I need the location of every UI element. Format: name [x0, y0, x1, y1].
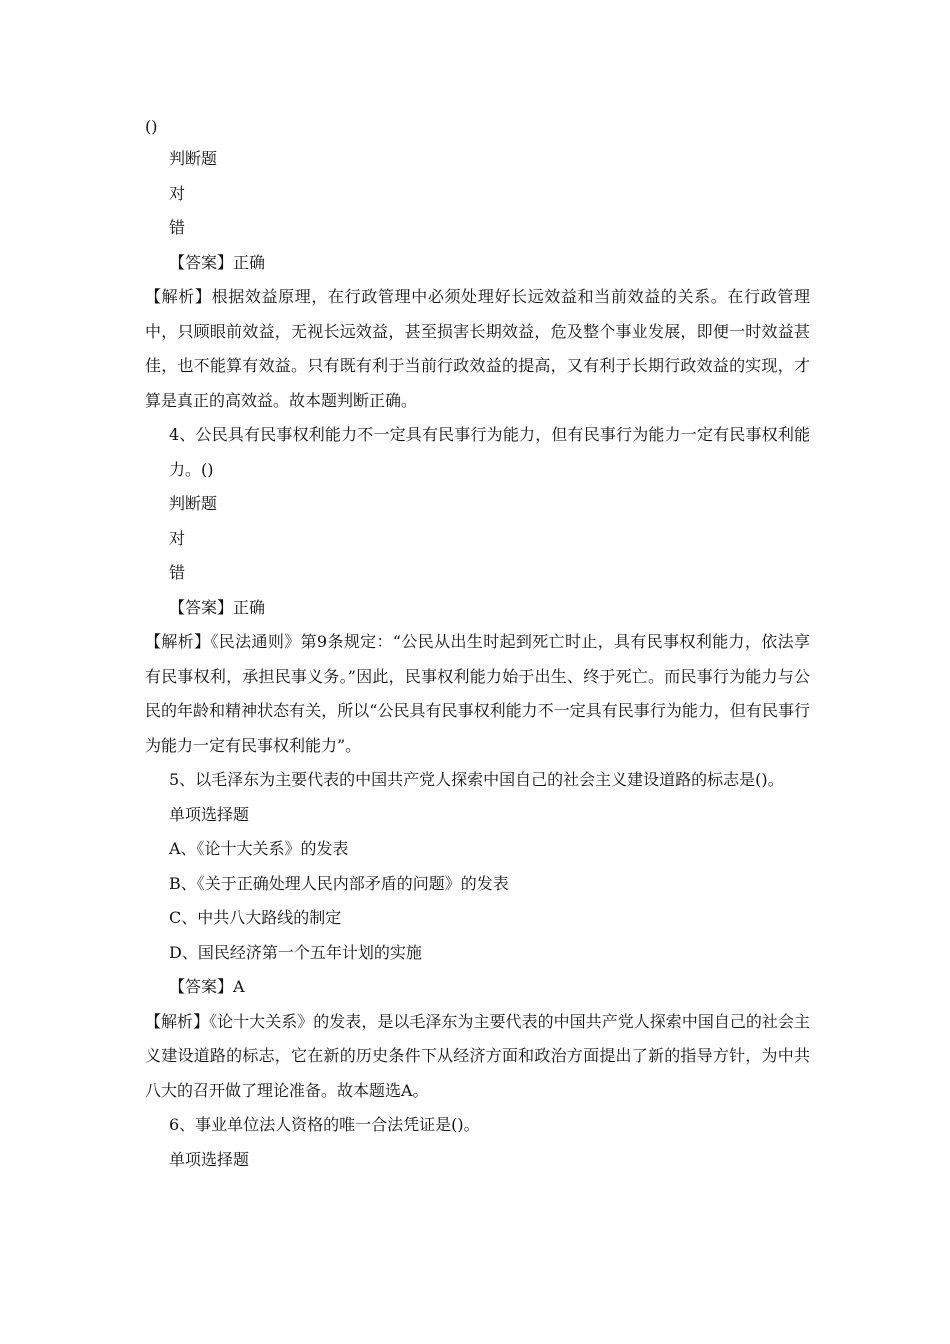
q5-question: 5、以毛泽东为主要代表的中国共产党人探索中国自己的社会主义建设道路的标志是()。 [169, 770, 784, 789]
q4-option-false: 错 [169, 563, 186, 582]
q5-type: 单项选择题 [169, 804, 250, 824]
q6-type: 单项选择题 [169, 1149, 250, 1169]
q5-answer: 【答案】A [169, 977, 245, 996]
q5-analysis: 【解析】《论十大关系》的发表，是以毛泽东为主要代表的中国共产党人探索中国自己的社会主义建设道路的标志，它在新的历史条件下从经济方面和政治方面提出了新的指导方针，为中共八大的召开做了理论准备。故本题选A。 [145, 1011, 810, 1100]
q4-type: 判断题 [169, 494, 218, 513]
q5-option-d: D、国民经济第一个五年计划的实施 [169, 942, 422, 962]
q4-option-true: 对 [169, 528, 186, 548]
q4-answer: 【答案】正确 [169, 597, 266, 617]
q3-analysis: 【解析】根据效益原理，在行政管理中必须处理好长远效益和当前效益的关系。在行政管理中，只顾眼前效益，无视长远效益，甚至损害长期效益，危及整个事业发展，即便一时效益甚佳，也不能算有效益。只有既有利于当前行政效益的提高，又有利于长期行政效益的实现，才算是真正的高效益。故本题判断正确。 [145, 287, 810, 410]
q5-option-c: C、中共八大路线的制定 [169, 908, 342, 927]
document-page [145, 112, 810, 1177]
q3-answer: 【答案】正确 [169, 252, 266, 272]
q4-analysis: 【解析】《民法通则》第9条规定：“公民从出生时起到死亡时止，具有民事权利能力，依法享有民事权利，承担民事义务。”因此，民事权利能力始于出生、终于死亡。而民事行为能力与公民的年龄和精神状态有关，所以“公民具有民事权利能力不一定具有民事行为能力，但有民事行为能力一定有民事权利能力”。 [145, 632, 810, 755]
q3-tail: () [145, 117, 158, 136]
q6-question: 6、事业单位法人资格的唯一合法凭证是()。 [169, 1115, 480, 1134]
q3-option-false: 错 [169, 218, 186, 237]
q3-type: 判断题 [169, 149, 218, 168]
q5-option-b: B、《关于正确处理人民内部矛盾的问题》的发表 [169, 873, 509, 893]
q5-option-a: A、《论十大关系》的发表 [169, 839, 349, 858]
q3-option-true: 对 [169, 183, 186, 203]
q4-question: 4、公民具有民事权利能力不一定具有民事行为能力，但有民事行为能力一定有民事权利能力。() [169, 425, 810, 479]
